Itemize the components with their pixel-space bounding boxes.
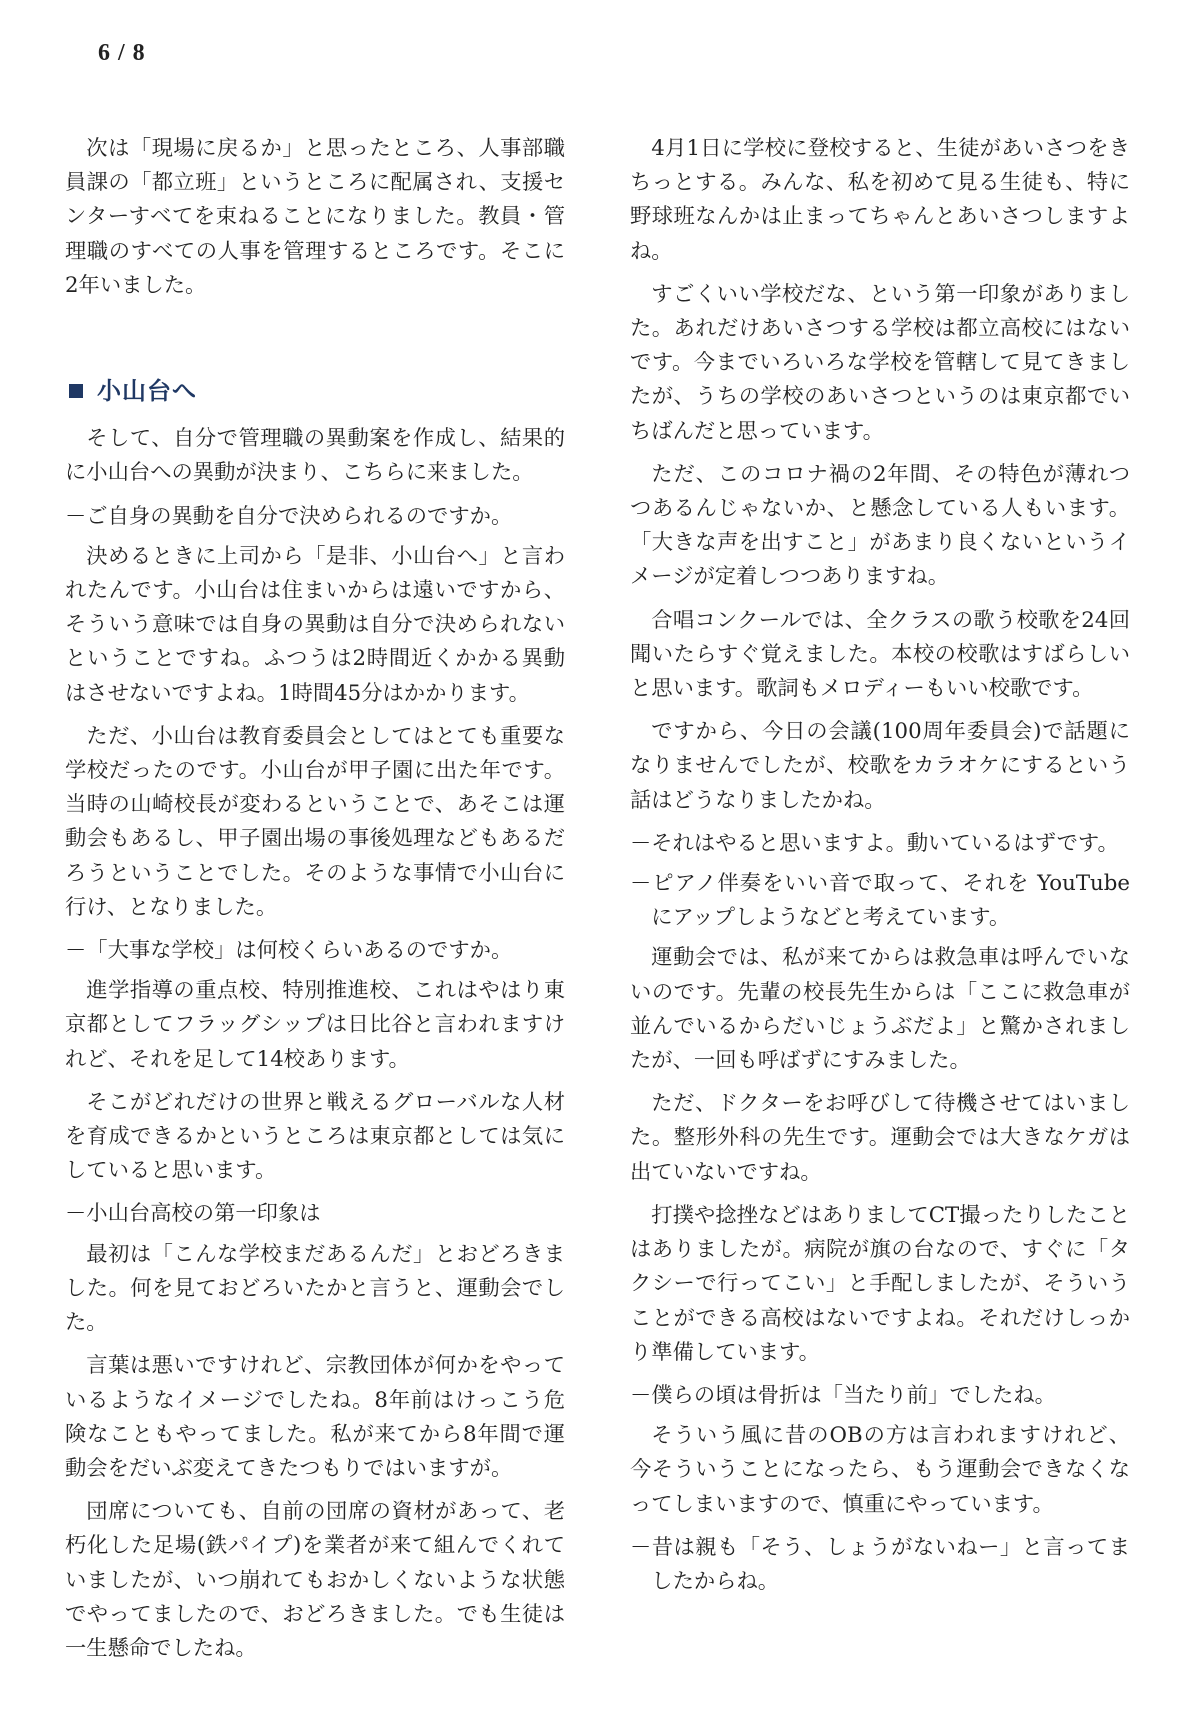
paragraph: そして、自分で管理職の異動案を作成し、結果的に小山台への異動が決まり、こちらに来ました。 <box>65 426 565 486</box>
left-blocks <box>65 422 565 1666</box>
paragraph: 打撲や捻挫などはありましてCT撮ったりしたことはありましたが。病院が旗の台なので、すぐに「タクシーで行ってこい」と手配しましたが、そういうことができる高校はないですよね。それだけしっかり準備しています。 <box>630 1202 1130 1365</box>
section-gap <box>65 312 565 374</box>
paragraph: ただ、小山台は教育委員会としてはとても重要な学校だったのです。小山台が甲子園に出た年です。当時の山崎校長が変わるということで、あそこは運動会もあるし、甲子園出場の事後処理などもあるだろうということでした。そのような事情で小山台に行け、となりました。 <box>65 723 565 920</box>
interview-question: －僕らの頃は骨折は「当たり前」でしたね。 <box>630 1382 1056 1408</box>
interview-question: －それはやると思いますよ。動いているはずです。 <box>630 830 1119 856</box>
interview-question: －小山台高校の第一印象は <box>65 1201 321 1227</box>
left-column <box>65 132 565 1675</box>
paragraph: 運動会では、私が来てからは救急車は呼んでいないのです。先輩の校長先生からは「ここに救急車が並んでいるからだいじょうぶだよ」と驚かされましたが、一回も呼ばずにすみました。 <box>630 945 1130 1074</box>
square-bullet-icon <box>69 384 83 398</box>
section-heading <box>65 374 565 408</box>
interview-question: －ご自身の異動を自分で決められるのですか。 <box>65 503 513 529</box>
paragraph: 決めるときに上司から「是非、小山台へ」と言われたんです。小山台は住まいからは遠いですから、そういう意味では自身の異動は自分で決められないということですね。ふつうは2時間近くかかる異動はさせないですよね。1時間45分はかかります。 <box>65 543 565 706</box>
paragraph: 最初は「こんな学校まだあるんだ」とおどろきました。何を見ておどろいたかと言うと、運動会でした。 <box>65 1241 565 1336</box>
interview-question: －「大事な学校」は何校くらいあるのですか。 <box>65 938 513 964</box>
right-column <box>630 132 1130 1605</box>
paragraph: ただ、ドクターをお呼びして待機させてはいました。整形外科の先生です。運動会では大きなケガは出ていないですね。 <box>630 1091 1130 1185</box>
paragraph: 進学指導の重点校、特別推進校、これはやはり東京都としてフラッグシップは日比谷と言われますけれど、それを足して14校あります。 <box>65 978 565 1072</box>
paragraph: 4月1日に学校に登校すると、生徒があいさつをきちっとする。みんな、私を初めて見る生徒も、特に野球班なんかは止まってちゃんとあいさつしますよね。 <box>630 136 1130 264</box>
paragraph: すごくいい学校だな、という第一印象がありました。あれだけあいさつする学校は都立高校にはないです。今までいろいろな学校を管轄して見てきましたが、うちの学校のあいさつというのは東京都でいちばんだと思っています。 <box>630 281 1130 444</box>
intro-paragraph: 次は「現場に戻るか」と思ったところ、人事部職員課の「都立班」というところに配属され、支援センターすべてを束ねることになりました。教員・管理職のすべての人事を管理するところです。そこに2年いました。 <box>65 136 565 298</box>
paragraph: ただ、このコロナ禍の2年間、その特色が薄れつつあるんじゃないか、と懸念している人もいます。「大きな声を出すこと」があまり良くないというイメージが定着しつつありますね。 <box>630 461 1130 590</box>
paragraph: そういう風に昔のOBの方は言われますけれど、今そういうことになったら、もう運動会できなくなってしまいますので、慎重にやっています。 <box>630 1423 1130 1517</box>
section-heading-text: 小山台へ <box>97 377 197 406</box>
paragraph: ですから、今日の会議(100周年委員会)で話題になりませんでしたが、校歌をカラオケにするという話はどうなりましたかね。 <box>630 719 1130 813</box>
paragraph: 団席についても、自前の団席の資材があって、老朽化した足場(鉄パイプ)を業者が来て組んでくれていましたが、いつ崩れてもおかしくないような状態でやってましたので、おどろきました。でも生徒は一生懸命でしたね。 <box>65 1499 565 1661</box>
interview-question: －昔は親も「そう、しょうがないねー」と言ってましたからね。 <box>630 1534 1130 1594</box>
page-number: 6 / 8 <box>98 40 146 66</box>
paragraph: 言葉は悪いですけれど、宗教団体が何かをやっているようなイメージでしたね。8年前はけっこう危険なこともやってました。私が来てから8年間で運動会をだいぶ変えてきたつもりではいますが。 <box>65 1353 565 1481</box>
paragraph: 合唱コンクールでは、全クラスの歌う校歌を24回聞いたらすぐ覚えました。本校の校歌はすばらしいと思います。歌詞もメロディーもいい校歌です。 <box>630 607 1130 702</box>
paragraph: そこがどれだけの世界と戦えるグローバルな人材を育成できるかというところは東京都としては気にしていると思います。 <box>65 1089 565 1184</box>
interview-question: －ピアノ伴奏をいい音で取って、それを YouTube にアップしようなどと考えています。 <box>630 871 1130 931</box>
